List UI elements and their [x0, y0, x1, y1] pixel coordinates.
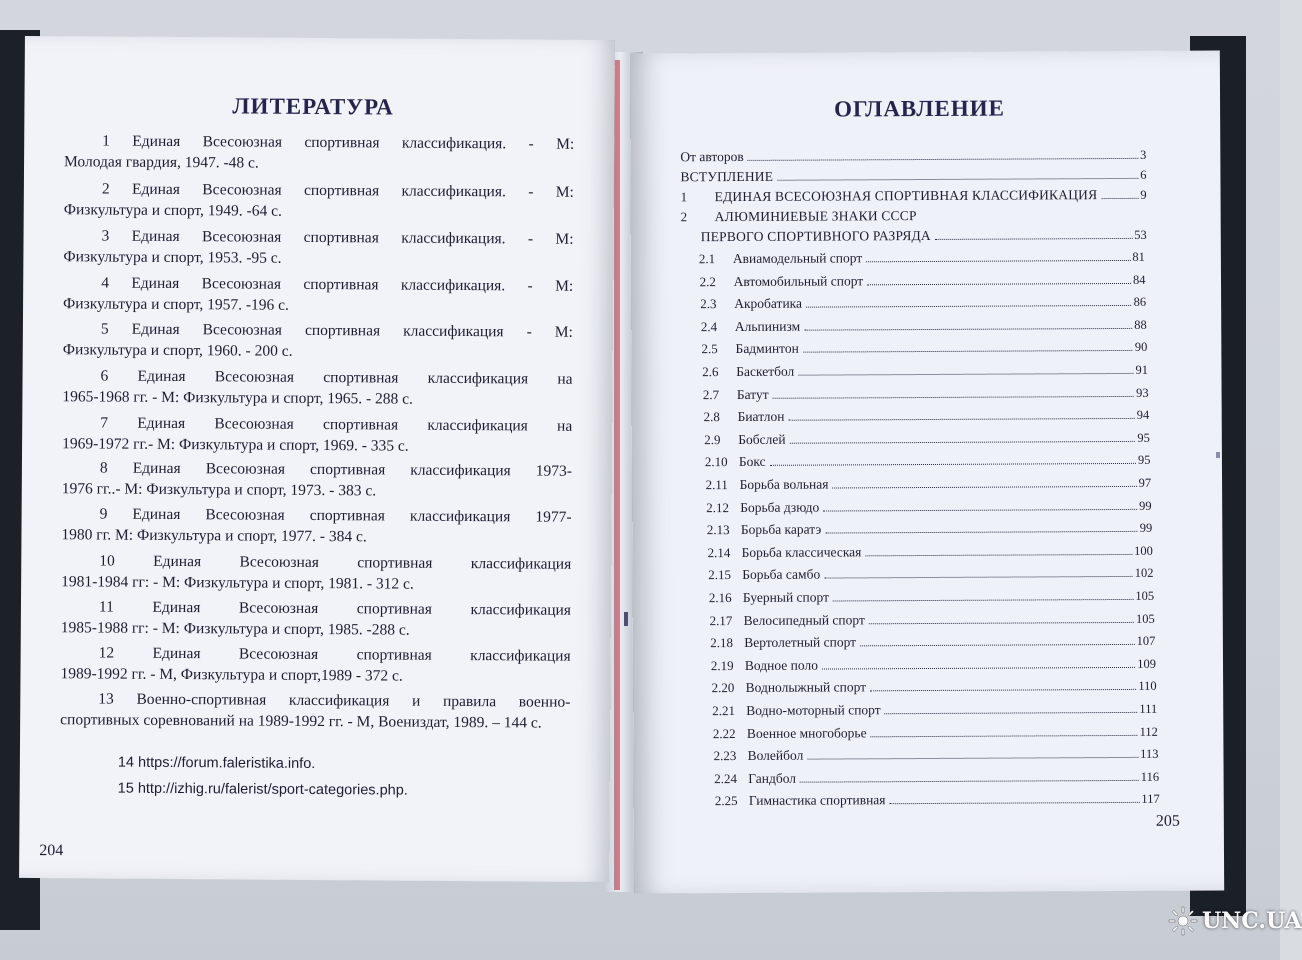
toc-leader-dots [798, 373, 1133, 376]
toc-entry-page: 102 [1134, 566, 1154, 581]
watermark [1168, 898, 1302, 944]
toc-entry-page: 112 [1139, 724, 1158, 739]
toc-entry [707, 539, 1152, 561]
toc-entry-page: 88 [1134, 317, 1147, 332]
toc-entry-page: 94 [1136, 408, 1150, 423]
literature-entry-line: 9 Единая Всесоюзная спортивная классификация 1977- [99, 505, 572, 526]
toc-entry-page: 6 [1140, 167, 1147, 182]
toc-entry-title: Биатлон [737, 408, 785, 425]
literature-entry-line: 13 Военно-спортивная классификация и правила военно- [98, 690, 571, 711]
toc-leader-dots [803, 350, 1133, 353]
toc-entry [699, 267, 1145, 289]
literature-entry-line: 11 Единая Всесоюзная спортивная классификация [98, 598, 572, 619]
toc-leader-dots [800, 780, 1139, 783]
toc-entry-title: Гандбол [748, 770, 797, 786]
literature-entry-continuation: 1981-1984 гг: - М: Физкультура и спорт, 1981. - 312 с. [61, 573, 414, 593]
literature-entry [61, 550, 571, 596]
toc-leader-dots [777, 178, 1138, 181]
literature-entry-continuation: спортивных соревнований на 1989-1992 гг. - М, Воениздат, 1989. – 144 с. [60, 711, 542, 732]
toc-entry-title: ПЕРВОГО СПОРТИВНОГО РАЗРЯДА [700, 227, 931, 245]
toc-entry-number: 2.13 [706, 522, 730, 538]
toc-leader-dots [832, 486, 1136, 489]
toc-entry-page: 84 [1132, 272, 1146, 287]
toc-entry-title: Борьба каратэ [740, 521, 822, 538]
toc-entry-title: Военное многоборье [746, 724, 867, 741]
literature-entry-continuation: Физкультура и спорт, 1960. - 200 с. [62, 341, 293, 360]
toc-entry-title: От авторов [680, 148, 744, 165]
literature-url: 14 https://forum.faleristika.info. [117, 754, 316, 772]
toc-entry-page: 117 [1141, 792, 1160, 807]
toc-entry-page: 93 [1136, 385, 1149, 400]
toc-leader-dots [807, 757, 1138, 760]
toc-entry-title: Вертолетный спорт [744, 634, 857, 651]
toc-entry-title: ЕДИНАЯ ВСЕСОЮЗНАЯ СПОРТИВНАЯ КЛАССИФИКАЦИЯ [714, 187, 1098, 205]
literature-entry [60, 688, 570, 734]
literature-heading: ЛИТЕРАТУРА [232, 93, 394, 120]
toc-entry-number: 2.21 [712, 703, 736, 719]
toc-leader-dots [804, 328, 1132, 331]
toc-leader-dots [770, 463, 1136, 466]
scan-fleck [624, 612, 628, 626]
literature-entry [64, 178, 574, 224]
toc-entry-page: 116 [1140, 769, 1160, 784]
toc-entry-number: 2.17 [709, 612, 733, 628]
toc-leader-dots [824, 576, 1133, 579]
toc-entry-number: 2.9 [704, 431, 721, 447]
toc-entry-page: 105 [1135, 611, 1155, 626]
watermark-text: UNC.UA [1202, 908, 1302, 934]
literature-entry-continuation: Физкультура и спорт, 1949. -64 с. [63, 201, 282, 220]
literature-entry-line: 1 Единая Всесоюзная спортивная классификация. - М: [102, 132, 575, 153]
toc-entry [680, 163, 1146, 185]
toc-leader-dots [935, 238, 1132, 240]
toc-entry-number: 2.1 [698, 251, 716, 267]
literature-entry [61, 503, 571, 549]
toc-entry-number: 2.20 [711, 680, 735, 696]
toc-entry-title: Водно-моторный спорт [746, 702, 881, 718]
right-page [630, 50, 1224, 893]
literature-entry-continuation: 1985-1988 гг: - М: Физкультура и спорт, 1985. -288 с. [60, 619, 410, 639]
toc-entry [709, 584, 1154, 606]
toc-entry-title: Борьба вольная [739, 476, 829, 492]
toc-entry [715, 787, 1160, 809]
literature-entry [63, 272, 573, 318]
toc-entry-page: 97 [1138, 475, 1152, 490]
toc-entry-page: 86 [1133, 295, 1147, 310]
toc-entry-page: 100 [1134, 543, 1153, 558]
toc-entry-page: 99 [1139, 498, 1152, 513]
sun-logo-icon [1168, 906, 1198, 936]
toc-entry [711, 652, 1156, 674]
toc-leader-dots [822, 667, 1135, 670]
toc-entry [710, 606, 1155, 628]
toc-entry-title: Борьба дзюдо [740, 499, 820, 515]
toc-entry [680, 143, 1146, 165]
toc-entry-page: 90 [1134, 340, 1148, 355]
left-page [19, 36, 615, 882]
toc-entry-title: Гимнастика спортивная [748, 792, 886, 809]
toc-entry-title: Бокс [738, 454, 766, 470]
toc-leader-dots [871, 734, 1138, 736]
literature-entry-line: 4 Единая Всесоюзная спортивная классификация. - М: [101, 274, 574, 295]
toc-entry-page: 9 [1140, 187, 1147, 202]
toc-entry-number: 2 [680, 209, 688, 225]
literature-entry-continuation: Молодая гвардия, 1947. -48 с. [64, 153, 259, 172]
toc-entry [701, 313, 1147, 335]
literature-entry [61, 596, 571, 642]
toc-leader-dots [773, 396, 1134, 399]
toc-entry-number: 2.12 [706, 499, 730, 515]
page-number-left: 204 [39, 842, 64, 860]
toc-leader-dots [806, 305, 1132, 308]
literature-entry-line: 12 Единая Всесоюзная спортивная классификация [98, 644, 571, 665]
toc-leader-dots [866, 260, 1130, 262]
literature-entry-continuation: 1989-1992 гг. - М, Физкультура и спорт,1989 - 372 с. [60, 665, 403, 685]
toc-entry-page: 107 [1136, 633, 1156, 649]
toc-entry [681, 203, 1147, 225]
toc-entry-title: Альпинизм [734, 318, 801, 334]
toc-entry [712, 697, 1157, 719]
toc-entry-number: 2.22 [712, 725, 736, 741]
toc-entry-number: 2.23 [713, 748, 737, 764]
literature-entry-continuation: 1969-1972 гг.- М: Физкультура и спорт, 1969. - 335 с. [62, 435, 409, 455]
toc-entry-title: Волейбол [747, 747, 804, 764]
literature-url: 15 http://izhig.ru/falerist/sport-categories.php. [117, 780, 408, 799]
toc-entry-number: 2.19 [710, 657, 734, 673]
toc-entry-title: Батут [736, 386, 769, 402]
spine-bookmark [614, 60, 620, 890]
toc-entry-title: ВСТУПЛЕНИЕ [680, 168, 774, 185]
literature-entry [62, 412, 572, 458]
toc-entry [707, 516, 1152, 538]
literature-entry-continuation: 1980 гг. М: Физкультура и спорт, 1977. - 384 с. [61, 526, 367, 546]
toc-entry-number: 2.15 [708, 567, 732, 583]
page-number-right: 205 [1155, 812, 1180, 830]
toc-entry-page: 113 [1140, 746, 1159, 762]
toc-entry-number: 2.3 [700, 296, 717, 312]
toc-entry [701, 223, 1147, 245]
toc-entry-number: 2.25 [714, 793, 738, 809]
toc-entry [700, 290, 1146, 312]
literature-entry-line: 2 Единая Всесоюзная спортивная классификация. - М: [101, 180, 574, 201]
toc-entry-number: 2.8 [703, 409, 720, 425]
toc-entry [704, 426, 1150, 448]
scan-fleck [1216, 452, 1220, 458]
toc-entry-page: 109 [1137, 656, 1157, 671]
toc-entry [705, 448, 1151, 470]
toc-leader-dots [860, 644, 1135, 646]
toc-entry [701, 335, 1147, 357]
toc-leader-dots [748, 158, 1138, 161]
toc-entry-title: Бадминтон [735, 341, 799, 357]
literature-entry-continuation: 1965-1968 гг. - М: Физкультура и спорт, 1965. - 288 с. [62, 388, 413, 408]
toc-entry-title: Воднолыжный спорт [745, 679, 867, 696]
toc-entry [712, 674, 1157, 696]
toc-entry-page: 95 [1137, 453, 1151, 468]
toc-entry-page: 91 [1135, 362, 1149, 377]
toc-leader-dots [867, 283, 1131, 285]
toc-entry [713, 719, 1158, 741]
literature-entry-line: 6 Единая Всесоюзная спортивная классификация на [100, 367, 573, 388]
toc-entry-page: 95 [1137, 430, 1150, 445]
toc-entry [710, 629, 1155, 651]
toc-leader-dots [825, 531, 1137, 534]
toc-entry-page: 105 [1135, 588, 1155, 603]
literature-entry-continuation: Физкультура и спорт, 1953. -95 с. [63, 248, 282, 267]
literature-entry [60, 642, 570, 688]
toc-leader-dots [869, 622, 1134, 624]
toc-entry [703, 380, 1149, 402]
toc-leader-dots [823, 508, 1137, 511]
toc-entry-title: Велосипедный спорт [743, 611, 865, 628]
toc-entry-page: 99 [1139, 521, 1153, 536]
toc-entry-title: Автомобильный спорт [733, 272, 864, 289]
toc-entry [706, 471, 1152, 493]
literature-entry [64, 130, 574, 176]
literature-entry-line: 5 Единая Всесоюзная спортивная классификация - М: [100, 320, 573, 341]
toc-entry [702, 358, 1148, 380]
toc-entry-number: 2.11 [705, 477, 728, 493]
toc-leader-dots [885, 712, 1138, 714]
toc-leader-dots [788, 418, 1134, 421]
literature-entry-line: 8 Единая Всесоюзная спортивная классификация 1973- [99, 459, 572, 480]
toc-entry-number: 1 [680, 189, 688, 205]
literature-entry [63, 225, 573, 271]
toc-entry-page: 110 [1138, 679, 1157, 694]
toc-leader-dots [1101, 198, 1138, 199]
toc-entry-title: Акробатика [734, 295, 803, 312]
toc-leader-dots [865, 554, 1132, 556]
literature-entry-continuation: 1976 гг..- М: Физкультура и спорт, 1973. - 383 с. [61, 480, 377, 500]
contents-heading: ОГЛАВЛЕНИЕ [834, 95, 1006, 122]
literature-entry-line: 10 Единая Всесоюзная спортивная классификация [99, 552, 572, 573]
toc-leader-dots [890, 802, 1140, 804]
toc-entry-number: 2.7 [702, 386, 720, 402]
toc-entry-number: 2.14 [707, 544, 731, 560]
toc-entry-title: Водное поло [744, 657, 818, 673]
toc-entry-number: 2.5 [701, 341, 718, 357]
literature-entry [63, 318, 573, 364]
toc-entry-title: Баскетбол [736, 363, 795, 379]
toc-entry [714, 765, 1159, 787]
toc-leader-dots [870, 689, 1136, 691]
toc-entry-page: 81 [1132, 249, 1145, 264]
toc-entry-number: 2.10 [704, 454, 728, 470]
toc-entry-number: 2.6 [702, 364, 719, 380]
toc-entry-number: 2.18 [710, 635, 734, 651]
toc-entry [703, 403, 1149, 425]
toc-entry-title: Борьба самбо [742, 566, 821, 583]
toc-leader-dots [790, 441, 1136, 444]
literature-entry-continuation: Физкультура и спорт, 1957. -196 с. [63, 295, 290, 314]
toc-entry-number: 2.2 [699, 273, 716, 289]
toc-entry-title: АЛЮМИНИЕВЫЕ ЗНАКИ СССР [714, 208, 917, 225]
toc-entry [680, 183, 1146, 205]
toc-entry [706, 493, 1152, 515]
toc-entry-number: 2.16 [708, 590, 732, 606]
toc-entry-title: Борьба классическая [741, 544, 862, 560]
toc-entry-page: 3 [1140, 147, 1147, 162]
toc-entry-title: Авиамодельный спорт [732, 250, 863, 267]
literature-entry [62, 365, 572, 411]
toc-entry-page: 53 [1134, 227, 1147, 242]
toc-entry-number: 2.24 [714, 770, 738, 786]
toc-leader-dots [833, 599, 1133, 602]
toc-entry-title: Буерный спорт [742, 589, 830, 605]
toc-entry [699, 245, 1145, 267]
toc-entry-title: Бобслей [738, 431, 786, 447]
toc-entry-number: 2.4 [700, 318, 718, 334]
literature-entry [62, 457, 572, 503]
literature-entry-line: 7 Единая Всесоюзная спортивная классификация на [100, 414, 573, 435]
toc-entry [714, 742, 1159, 764]
toc-entry [708, 561, 1153, 583]
toc-entry-page: 111 [1139, 701, 1158, 716]
literature-entry-line: 3 Единая Всесоюзная спортивная классификация. - М: [101, 227, 574, 248]
